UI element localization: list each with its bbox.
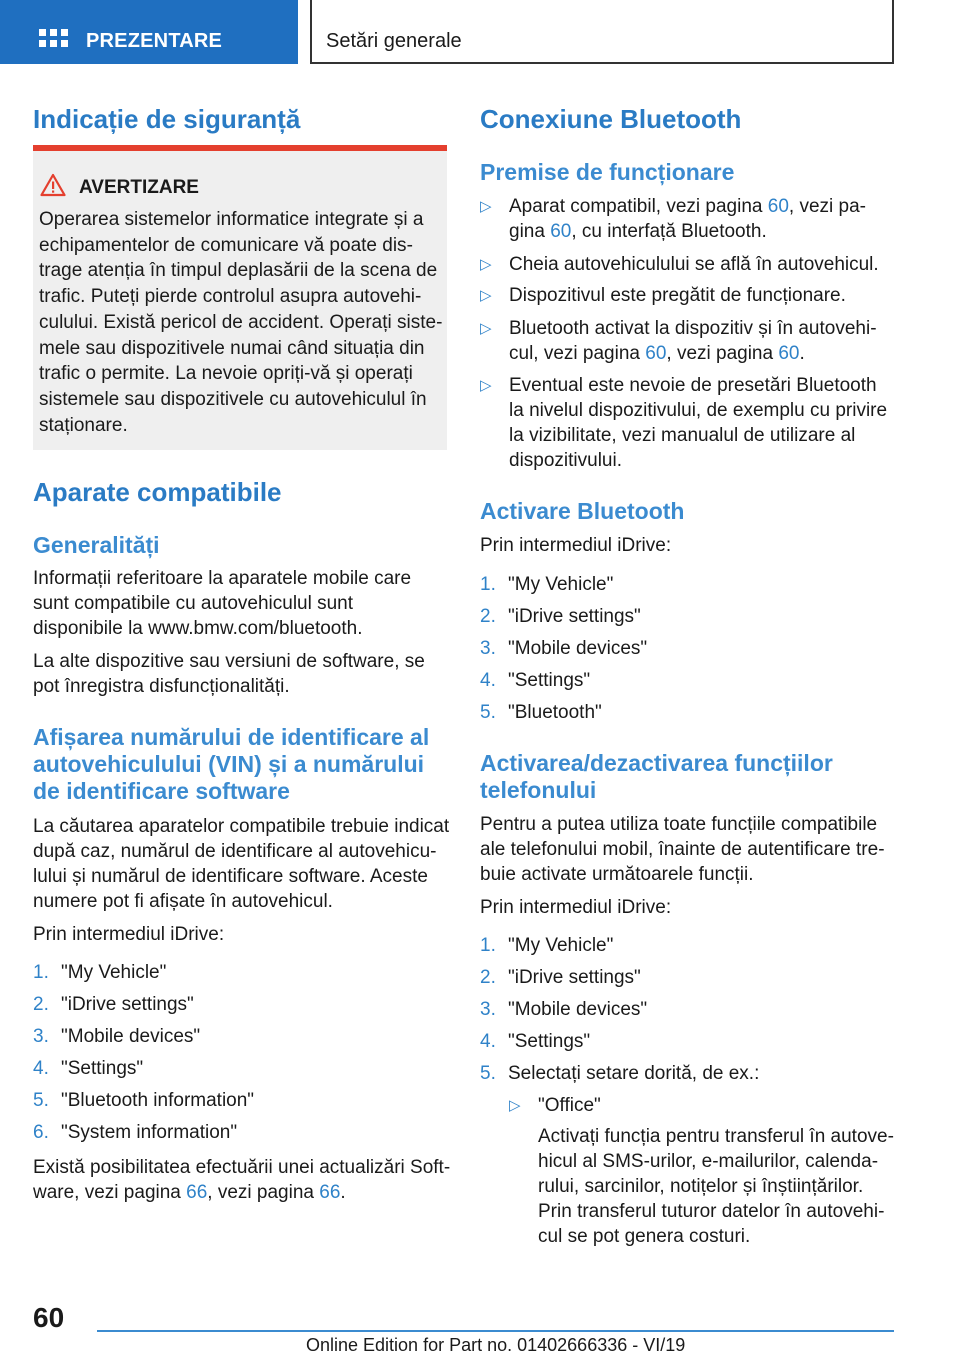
office-description: Activați funcția pentru transferul în autovehicul al SMS-urilor, e-mailurilor, calendarului, sarcinilor, notițelor și înștiințărilor. Prin transferul tuturor datelor în autovehicul se pot genera costuri. [538, 1126, 894, 1247]
prereq-heading: Premise de funcționare [480, 159, 735, 185]
vin-paragraph-1: La căutarea aparatelor compatibile trebuie indicat după caz, numărul de identificare al autovehiculului și numărul de identificare software. Aceste numere pot fi afișate în autovehicul. [33, 816, 450, 912]
general-paragraph-2: La alte dispozitive sau versiuni de software, se pot înregistra disfuncționalități. [33, 651, 425, 697]
page-link[interactable]: 66 [319, 1182, 341, 1203]
section-label: PREZENTARE [86, 30, 223, 52]
vin-heading: Afișarea numărului de identificare al autovehiculului (VIN) și a numărului de identificare software [33, 724, 430, 804]
triangle-bullet-icon: ▷ [480, 198, 492, 215]
office-label: "Office" [538, 1095, 601, 1116]
activate-heading: Activare Bluetooth [480, 498, 685, 524]
vin-paragraph-2: Prin intermediul iDrive: [33, 924, 225, 945]
warning-text: Operarea sistemelor informatice integrate și a echipamentelor de comunicare vă poate distrage atenția în timpul deplasării de la scena de trafic. Puteți pierde controlul asupra autovehiculului. Există pericol de accident. Operați sistemele sau dispozitivele numai când situația din trafic o permite. La nevoie opriți-vă și operați sistemele sau dispozitivele cu autovehiculul în staționare. [39, 209, 443, 436]
triangle-bullet-icon: ▷ [480, 377, 492, 394]
activate-intro: Prin intermediul iDrive: [480, 535, 672, 556]
page-link[interactable]: 60 [645, 343, 667, 364]
edition-footer: Online Edition for Part no. 01402666336 - VI/19 [306, 1335, 686, 1355]
triangle-bullet-icon: ▷ [509, 1097, 521, 1114]
triangle-bullet-icon: ▷ [480, 287, 492, 304]
warning-title: AVERTIZARE [79, 177, 199, 198]
general-heading: Generalități [33, 532, 160, 558]
general-paragraph-1: Informații referitoare la aparatele mobile care sunt compatibile cu autovehiculul sunt disponibile la www.bmw.com/bluetooth. [33, 568, 412, 639]
footer-divider [97, 1330, 894, 1332]
page-title: Setări generale [326, 30, 462, 52]
warning-box [33, 145, 447, 450]
activate-steps-list: 1. "My Vehicle" 2. "iDrive settings" 3. "Mobile devices" 4. "Settings" 5. "Bluetooth" [480, 574, 648, 723]
page-link[interactable]: 60 [778, 343, 800, 364]
safety-heading: Indicație de siguranță [33, 104, 301, 134]
grid-menu-icon [39, 29, 69, 51]
update-paragraph: Există posibilitatea efectuării unei actualizări Software, vezi pagina 66, vezi pagina 66. [33, 1157, 451, 1203]
compat-heading: Aparate compatibile [33, 477, 282, 507]
vin-steps-list: 1. "My Vehicle" 2. "iDrive settings" 3. "Mobile devices" 4. "Settings" 5. "Bluetooth information" 6. "System information" [33, 962, 255, 1143]
page-number: 60 [33, 1302, 65, 1333]
page-link[interactable]: 66 [186, 1182, 208, 1203]
phone-steps-list: 1. "My Vehicle" 2. "iDrive settings" 3. "Mobile devices" 4. "Settings" 5. Selectați setare dorită, de ex.: [480, 935, 760, 1084]
section-tab[interactable] [0, 0, 298, 64]
triangle-bullet-icon: ▷ [480, 256, 492, 273]
page-link[interactable]: 60 [550, 221, 572, 242]
phone-paragraph-2: Prin intermediul iDrive: [480, 897, 672, 918]
bluetooth-heading: Conexiune Bluetooth [480, 104, 742, 134]
triangle-bullet-icon: ▷ [480, 320, 492, 337]
phone-functions-heading: Activarea/dezactivarea funcțiilor telefonului [480, 750, 833, 803]
phone-paragraph-1: Pentru a putea utiliza toate funcțiile compatibile ale telefonului mobil, înainte de autentificare trebuie activate următoarele funcții. [480, 814, 885, 885]
page-link[interactable]: 60 [767, 196, 789, 217]
warning-icon [40, 173, 66, 197]
